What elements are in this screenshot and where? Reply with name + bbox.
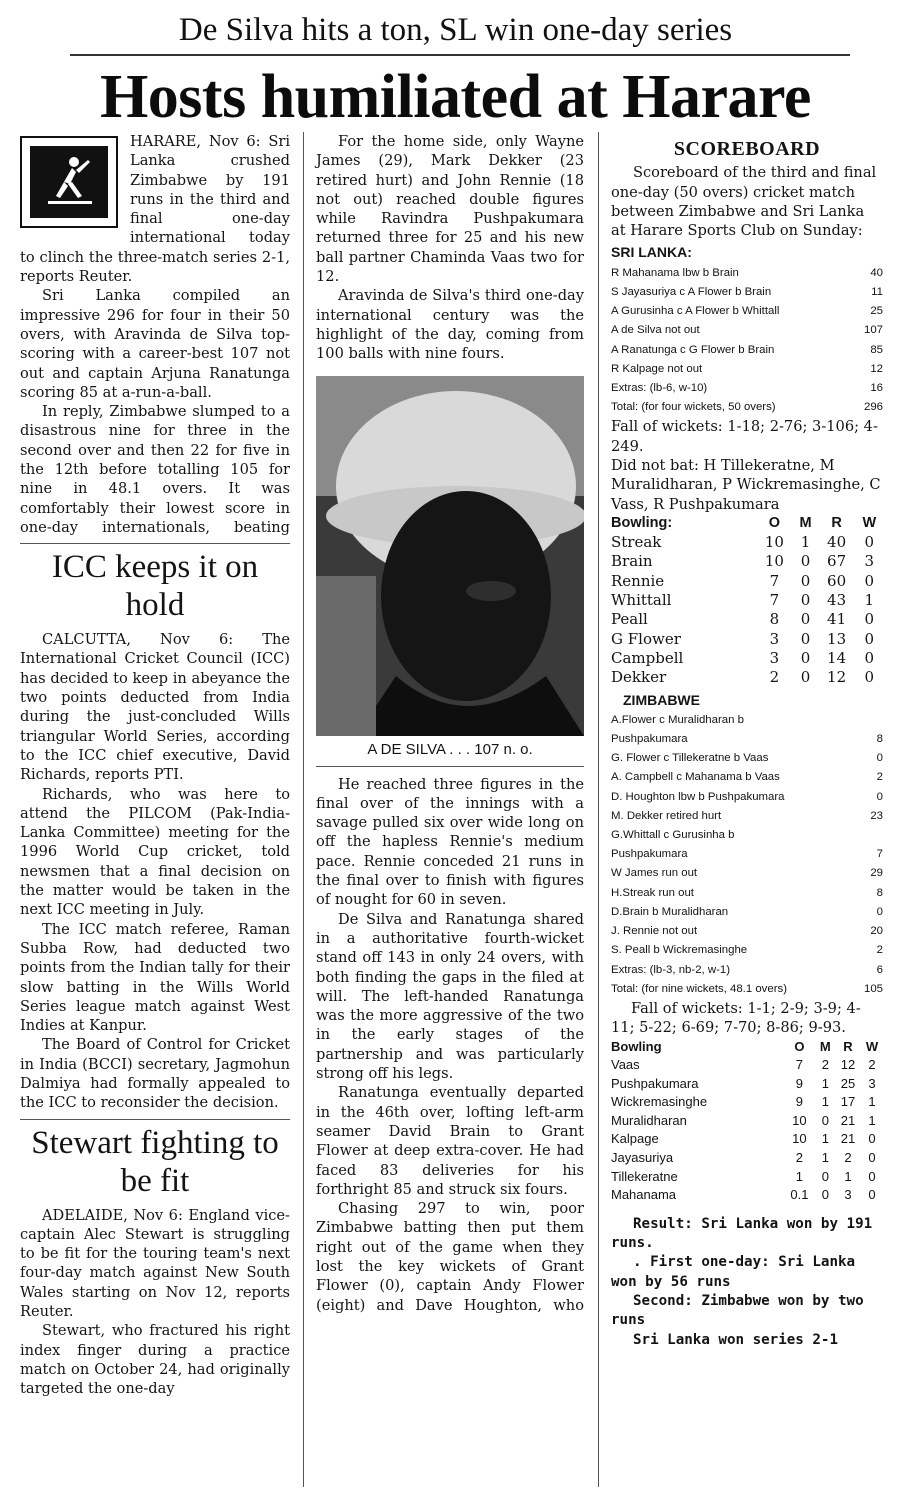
bowling-figure: 21 [840, 1112, 856, 1128]
kicker-headline: De Silva hits a ton, SL win one-day series [178, 12, 733, 48]
bowling-row [611, 1056, 883, 1075]
batsman-entry: Pushpakumara [611, 733, 688, 746]
bowling-figure: 3 [844, 1187, 852, 1203]
bowling-figure: 1 [821, 1131, 829, 1147]
column-rule [303, 132, 304, 1487]
bowling-figure: 0 [864, 629, 875, 648]
batsman-runs: 40 [870, 266, 883, 279]
bowling-figure: 0 [800, 668, 811, 687]
kicker-rule [70, 54, 850, 56]
story1-paragraph: Ranatunga eventually departed in the 46th over, lofting left-arm seamer David Brain to Grant Flower at deep extra-cover. He had faced 83 deliveries for his forthright 85 and struck six fours. [316, 1084, 584, 1198]
result-line: Sri Lanka won series 2-1 [633, 1331, 838, 1348]
batsman-runs: 23 [870, 809, 883, 822]
batsman-entry: G. Flower c Tillekeratne b Vaas [611, 752, 769, 765]
batting-row [611, 768, 883, 787]
bowler-name: Tillekeratne [611, 1168, 678, 1184]
batsman-entry: W James run out [611, 867, 698, 880]
bowling-figure: 0 [864, 668, 875, 687]
column-3 [611, 132, 883, 1350]
bowling-figure: 2 [868, 1057, 876, 1073]
bowler-name: Whittall [611, 591, 672, 610]
batsman-runs: 85 [870, 343, 883, 356]
story1-paragraph: Sri Lanka compiled an impressive 296 for four in their 50 overs, with Aravinda de Silva top-scoring with a career-best 107 not out and captain Arjuna Ranatunga scoring 85 at a-run-a-ball. [20, 287, 290, 401]
bowling-figure: 2 [844, 1150, 852, 1166]
bowling-figure: 0 [868, 1168, 876, 1184]
bowling-figure: 10 [792, 1112, 807, 1128]
bowling-figure: 13 [827, 629, 847, 648]
bowling-row [611, 1168, 883, 1187]
overs-header: O [768, 514, 781, 531]
batsman-entry: A. Campbell c Mahanama b Vaas [611, 771, 780, 784]
bowling-figure: 43 [827, 591, 847, 610]
bowling-header: Bowling [611, 1038, 662, 1054]
batting-row [611, 807, 883, 826]
batsman-entry: D. Houghton lbw b Pushpakumara [611, 790, 785, 803]
batsman-entry: R Mahanama lbw b Brain [611, 266, 739, 279]
bowler-name: Rennie [611, 571, 665, 590]
result-line: Result: Sri Lanka won by 191 runs. [611, 1215, 873, 1252]
batting-row [611, 749, 883, 768]
story1-paragraph: De Silva and Ranatunga shared in a authoritative fourth-wicket stand off 143 in only 24 overs, with both finding the gaps in the filed at will. The left-handed Ranatunga was the more aggressive of the two in the early stages of the partnership and was particularly strong off his legs. [316, 910, 584, 1083]
bowling-figure: 0 [864, 610, 875, 629]
bowling-figure: 60 [827, 571, 847, 590]
bowling-figure: 1 [844, 1168, 852, 1184]
bowling-figure: 0 [800, 552, 811, 571]
story2-paragraph: Richards, who was here to attend the PILCOM (Pak-India-Lanka Committee) meeting for the 1996 World Cup cricket, told newsmen that a final decision on the matter would be taken in the next ICC meeting in July. [20, 785, 290, 919]
batsman-entry: J. Rennie not out [611, 925, 698, 938]
bowling-figure: 1 [800, 533, 811, 552]
sri-lanka-fall-of-wickets: Fall of wickets: 1-18; 2-76; 3-106; 4-249. [611, 418, 878, 455]
batsman-runs: 8 [876, 733, 883, 746]
bowling-figure: 0 [800, 648, 811, 667]
bowler-name: Brain [611, 552, 653, 571]
bowling-figure: 12 [827, 668, 847, 687]
sri-lanka-heading: SRI LANKA: [611, 244, 692, 261]
bowling-figure: 7 [795, 1057, 804, 1073]
scoreboard-intro: Scoreboard of the third and final one-day (50 overs) cricket match between Zimbabwe and Sri Lanka at Harare Sports Club on Sunday: [611, 164, 877, 240]
bowling-figure: 17 [840, 1094, 856, 1110]
story2-paragraph: The Board of Control for Cricket in India (BCCI) secretary, Jagmohun Dalmiya had formally appealed to the ICC to reconsider the decision. [20, 1036, 290, 1112]
batsman-runs: 7 [876, 848, 883, 861]
batsman-runs: 8 [876, 886, 883, 899]
bowling-row [611, 1093, 883, 1112]
maidens-header: M [819, 1038, 831, 1054]
bowling-figure: 0 [868, 1187, 876, 1203]
batting-row [611, 788, 883, 807]
zimbabwe-heading: ZIMBABWE [623, 691, 700, 708]
bowler-name: Campbell [611, 648, 684, 667]
bowling-figure: 0 [800, 610, 811, 629]
bowling-row [611, 668, 883, 687]
batsman-runs: 16 [870, 382, 883, 394]
story2-paragraph: The ICC match referee, Raman Subba Row, had deducted two points from the Indian tally for their slow batting in the Wills World Series league match against West Indies at Kanpur. [20, 920, 290, 1035]
scoreboard-title: SCOREBOARD [673, 138, 821, 160]
column-rule [598, 132, 599, 1487]
batting-row [611, 903, 883, 922]
story1-paragraph: Chasing 297 to win, poor Zimbabwe batting then put them right out of the game when they lost the key wickets of Grant Flower (0), captain Andy Flower (eight) and Dave Houghton, who [316, 1200, 584, 1314]
bowling-figure: 7 [769, 571, 780, 590]
bowling-figure: 0 [821, 1168, 829, 1184]
bowling-figure: 3 [769, 629, 780, 648]
wickets-header: W [862, 514, 877, 531]
bowling-row [611, 1186, 883, 1205]
bowling-figure: 67 [827, 552, 847, 571]
overs-header: O [794, 1038, 805, 1054]
batting-row [611, 321, 883, 340]
batsman-entry: A Ranatunga c G Flower b Brain [611, 343, 775, 356]
bowling-figure: 0 [821, 1187, 829, 1203]
bowling-figure: 10 [764, 552, 784, 571]
bowling-figure: 1 [864, 591, 875, 610]
batting-row [611, 360, 883, 379]
bowling-figure: 0 [864, 648, 875, 667]
bowling-figure: 8 [769, 610, 780, 629]
bowling-row [611, 533, 883, 552]
story1-paragraph: He reached three figures in the final over of the innings with a savage pulled six over wide long on off the hapless Rennie's medium pace. Rennie conceded 21 runs in the final over to finish with figures of nought for 60 in seven. [316, 775, 584, 909]
batsman-runs: 20 [870, 925, 883, 938]
batsman-runs: 2 [876, 944, 883, 957]
bowling-row [611, 649, 883, 668]
bowler-name: Muralidharan [611, 1112, 687, 1128]
result-line: Second: Zimbabwe won by two runs [611, 1293, 864, 1329]
batting-row [611, 884, 883, 903]
bowler-name: Kalpage [611, 1131, 659, 1147]
batting-row [611, 379, 883, 398]
batsman-entry: R Kalpage not out [611, 362, 703, 375]
batsman-entry: Extras: (lb-6, w-10) [611, 382, 708, 394]
batsman-runs: 296 [863, 401, 883, 414]
bowling-figure: 0 [864, 571, 875, 590]
batsman-entry: G.Whittall c Gurusinha b [611, 829, 735, 842]
batsman-runs: 11 [871, 285, 883, 298]
main-headline: Hosts humiliated at Harare [100, 63, 811, 131]
bowling-row [611, 572, 883, 591]
batsman-entry: S. Peall b Wickremasinghe [611, 944, 748, 957]
batting-row [611, 711, 883, 730]
batsman-runs: 12 [870, 362, 883, 375]
bowling-row [611, 1112, 883, 1131]
cricket-logo-icon [20, 136, 118, 228]
bowling-row [611, 1149, 883, 1168]
batting-row [611, 341, 883, 360]
bowling-figure: 12 [840, 1057, 856, 1073]
sri-lanka-batting [611, 264, 883, 418]
batsman-entry: M. Dekker retired hurt [611, 809, 722, 822]
batsman-entry: A Gurusinha c A Flower b Whittall [611, 305, 780, 318]
bowling-figure: 0 [821, 1112, 829, 1128]
bowling-figure: 1 [821, 1094, 829, 1110]
wickets-header: W [865, 1038, 879, 1054]
sri-lanka-bowling-table [611, 1038, 883, 1205]
bowling-figure: 0 [868, 1131, 876, 1147]
bowling-figure: 9 [795, 1094, 804, 1110]
zimbabwe-fall-of-wickets: Fall of wickets: 1-1; 2-9; 3-9; 4-11; 5-22; 6-69; 7-70; 8-86; 9-93. [611, 999, 861, 1037]
story3-paragraph: ADELAIDE, Nov 6: England vice-captain Alec Stewart is struggling to be fit for the touring team's next four-day match against New South Wales starting on Nov 12, reports Reuter. [20, 1206, 290, 1321]
batsman-runs: 105 [863, 982, 883, 995]
batsman-runs: 2 [876, 771, 883, 784]
batsman-runs: 25 [870, 305, 883, 318]
story1-paragraph: In reply, Zimbabwe slumped to a disastrous nine for three in the second over and then 22 for five in the 12th before totalling 105 for nine in 48.1 overs. It was comfortably their lowest score in one-day internationals, beating [20, 403, 290, 536]
batting-row [611, 922, 883, 941]
batsman-runs: 0 [876, 790, 883, 803]
column-2 [316, 132, 584, 1315]
bowler-name: Jayasuriya [611, 1150, 674, 1166]
batting-row [611, 961, 883, 980]
story1-paragraph: For the home side, only Wayne James (29), Mark Dekker (23 retired hurt) and John Rennie (18 not out) reached double figures while Ravindra Pushpakumara returned three for 25 and his new ball partner Chaminda Vaas two for 12. [316, 133, 584, 286]
batting-row [611, 826, 883, 845]
batsman-runs: 0 [876, 905, 883, 918]
bowler-name: Mahanama [611, 1187, 677, 1203]
runs-header: R [843, 1038, 853, 1054]
bowling-figure: 41 [827, 610, 847, 629]
bowler-name: Peall [611, 610, 648, 629]
bowling-figure: 1 [821, 1150, 829, 1166]
story2-paragraph: CALCUTTA, Nov 6: The International Cricket Council (ICC) has decided to keep in abeyance the two points deducted from India during the just-concluded Wills triangular World Series, according to the ICC chief executive, David Richards, reports PTI. [20, 631, 290, 784]
batting-row [611, 283, 883, 302]
bowling-figure: 0 [800, 591, 811, 610]
zimbabwe-batting [611, 711, 883, 999]
batsman-entry: H.Streak run out [611, 886, 694, 899]
story1-paragraph: Aravinda de Silva's third one-day international century was the highlight of the day, coming from 100 balls with nine fours. [316, 287, 584, 363]
bowler-name: Streak [611, 533, 662, 552]
story1-paragraph: HARARE, Nov 6: Sri Lanka crushed Zimbabwe by 191 runs in the third and final one-day international today to clinch the three-match series 2-1, reports Reuter. [20, 133, 290, 286]
batsman-runs: 107 [863, 324, 883, 337]
runs-header: R [831, 514, 842, 531]
bowling-figure: 0 [800, 571, 811, 590]
icc-headline: ICC keeps it on hold [20, 543, 290, 624]
batting-row [611, 980, 883, 999]
bowling-figure: 3 [769, 648, 780, 667]
batsman-entry: D.Brain b Muralidharan [611, 905, 729, 918]
bowling-row [611, 591, 883, 610]
match-result [611, 1215, 883, 1350]
bowling-figure: 1 [868, 1112, 876, 1128]
bowling-row [611, 1075, 883, 1094]
batsman-runs [853, 711, 883, 730]
bowling-figure: 2 [795, 1150, 804, 1166]
bowling-row [611, 630, 883, 649]
bowling-figure: 2 [769, 668, 780, 687]
bowling-figure: 10 [764, 533, 784, 552]
batting-row [611, 941, 883, 960]
bowling-figure: 25 [840, 1075, 856, 1091]
batsman-entry: Total: (for nine wickets, 48.1 overs) [611, 982, 787, 995]
batsman-entry: S Jayasuriya c A Flower b Brain [611, 285, 772, 298]
batting-row [611, 398, 883, 417]
bowler-name: G Flower [611, 629, 681, 648]
bowling-row [611, 552, 883, 571]
batting-row [611, 864, 883, 883]
bowling-figure: 0.1 [790, 1187, 809, 1203]
zimbabwe-bowling-table [611, 514, 883, 688]
bowling-figure: 40 [827, 533, 847, 552]
bowling-figure: 0 [864, 533, 875, 552]
batsman-runs: 29 [870, 867, 883, 880]
bowling-figure: 0 [868, 1150, 876, 1166]
bowling-figure: 1 [868, 1094, 876, 1110]
bowling-figure: 0 [800, 629, 811, 648]
batsman-entry: A de Silva not out [611, 324, 700, 337]
did-not-bat: Did not bat: H Tillekeratne, M Muralidharan, P Wickremasinghe, C Vass, R Pushpakumara [611, 457, 881, 513]
bowling-figure: 14 [827, 648, 847, 667]
bowler-name: Wickremasinghe [611, 1094, 708, 1110]
bowling-figure: 21 [840, 1131, 856, 1147]
bowling-figure: 3 [868, 1075, 876, 1091]
maidens-header: M [799, 514, 812, 531]
batsman-entry: Extras: (lb-3, nb-2, w-1) [611, 963, 731, 976]
result-line: . First one-day: Sri Lanka won by 56 runs [611, 1254, 856, 1290]
batsman-entry: A.Flower c Muralidharan b [611, 713, 744, 726]
bowling-figure: 3 [864, 552, 875, 571]
batting-row [611, 264, 883, 283]
bowling-figure: 9 [795, 1075, 804, 1091]
bowler-name: Vaas [611, 1057, 640, 1073]
bowling-figure: 7 [769, 591, 780, 610]
bowling-figure: 2 [821, 1057, 829, 1073]
batting-row [611, 730, 883, 749]
column-1 [20, 132, 290, 1399]
stewart-headline: Stewart fighting to be fit [20, 1119, 290, 1200]
batsman-entry: Pushpakumara [611, 848, 688, 861]
batsman-runs: 6 [876, 963, 883, 976]
bowling-row [611, 1130, 883, 1149]
bowler-name: Pushpakumara [611, 1075, 699, 1091]
bowling-figure: 1 [821, 1075, 829, 1091]
bowling-header: Bowling: [611, 514, 673, 531]
story3-paragraph: Stewart, who fractured his right index finger during a practice match on October 24, had originally targeted the one-day [20, 1322, 290, 1398]
batting-row [611, 845, 883, 864]
de-silva-photo [316, 376, 584, 736]
bowler-name: Dekker [611, 668, 667, 687]
bowling-figure: 1 [795, 1168, 804, 1184]
batsman-runs: 0 [876, 752, 883, 765]
bowling-row [611, 610, 883, 629]
batting-row [611, 302, 883, 321]
batsman-entry: Total: (for four wickets, 50 overs) [611, 401, 776, 414]
bowling-figure: 10 [792, 1131, 807, 1147]
photo-caption: A DE SILVA . . . 107 n. o. [316, 740, 584, 767]
batsman-runs [853, 826, 883, 845]
